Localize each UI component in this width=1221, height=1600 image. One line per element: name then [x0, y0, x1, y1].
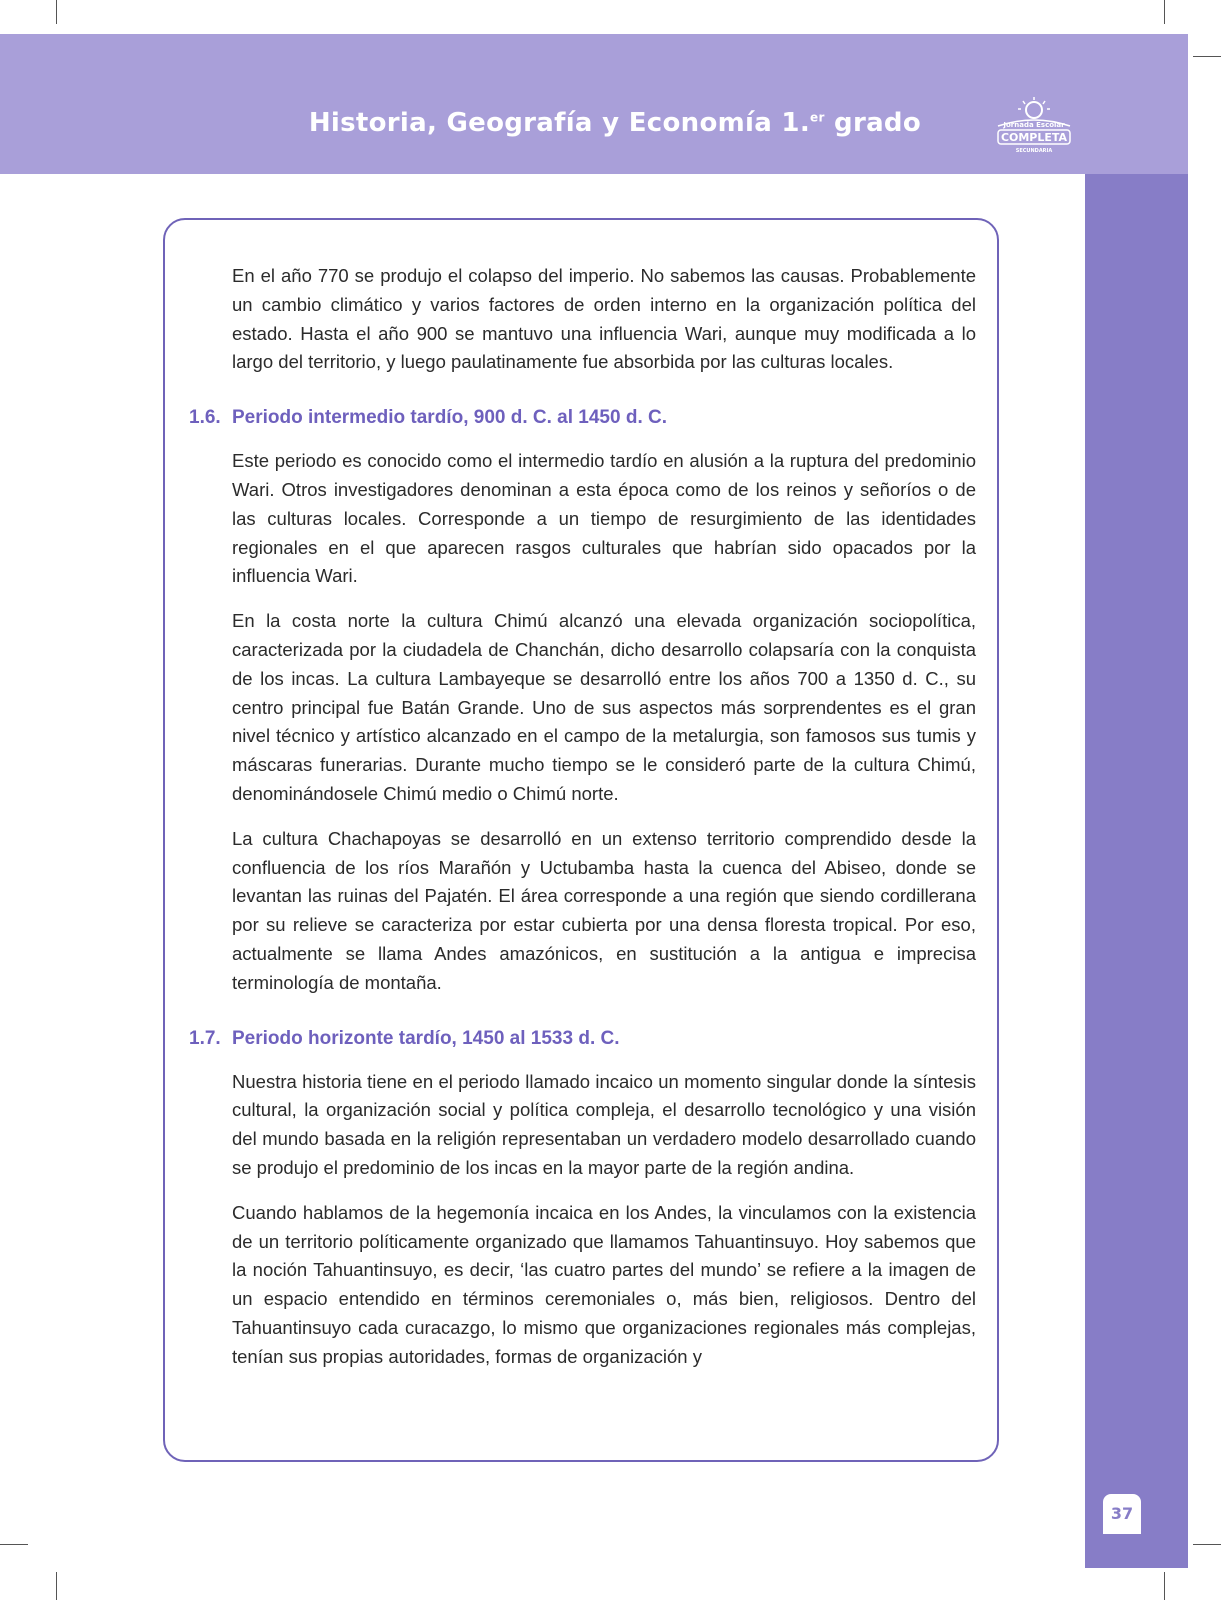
crop-mark — [56, 1572, 57, 1600]
svg-text:Jornada Escolar: Jornada Escolar — [1003, 121, 1065, 129]
header-title: Historia, Geografía y Economía 1.$^{er}$ grado — [308, 108, 921, 138]
paragraph: En el año 770 se produjo el colapso del imperio. No sabemos las causas. Probablemente un cambio climático y varios factores de orden interno en la organización política del estado. Hasta el año 900 se mantuvo una influencia Wari, aunque muy modificada a lo largo del territorio, y luego paulatinamente fue absorbida por las culturas locales. — [232, 265, 976, 373]
crop-mark — [0, 1544, 28, 1545]
paragraph: En la costa norte la cultura Chimú alcanzó una elevada organización sociopolítica, caracterizada por la ciudadela de Chanchán, dicho desarrollo colapsaría con la conquista de los incas. La cultura Lambayeque se desarrolló entre los años 700 a 1350 d. C., su centro principal fue Batán Grande. Uno de sus aspectos más sorprendentes es el gran nivel técnico y artístico alcanzado en el campo de la metalurgia, son famosos sus tumis y máscaras funerarias. Durante mucho tiempo se le consideró parte de la cultura Chimú, denominándosele Chimú medio o Chimú norte. — [232, 610, 976, 804]
crop-mark — [1164, 0, 1165, 24]
crop-mark — [1193, 1544, 1221, 1545]
paragraph: Cuando hablamos de la hegemonía incaica en los Andes, la vinculamos con la existencia de un territorio políticamente organizado que llamamos Tahuantinsuyo. Hoy sabemos que la noción Tahuantinsuyo, es decir, ‘las cuatro partes del mundo’ se refiere a la imagen de un espacio entendido en términos ceremoniales o, más bien, religiosos. Dentro del Tahuantinsuyo cada curacazgo, lo mismo que organizaciones regionales más complejas, tenían sus propias autoridades, formas de organización y — [232, 1201, 976, 1367]
section-heading-1-6: 1.6. Periodo intermedio tardío, 900 d. C. al 1450 d. C. — [189, 407, 668, 429]
paragraph: Nuestra historia tiene en el periodo llamado incaico un momento singular donde la síntesis cultural, la organización social y política compleja, el desarrollo tecnológico y una visión del mundo basada en la religión representaban un verdadero modelo desarrollado cuando se produjo el predominio de los incas en la mayor parte de la región andina. — [232, 1070, 976, 1178]
page-number: 37 — [1103, 1494, 1141, 1534]
crop-mark — [1164, 1572, 1165, 1600]
section-heading-1-7: 1.7. Periodo horizonte tardío, 1450 al 1533 d. C. — [189, 1027, 620, 1049]
svg-text:SECUNDARIA: SECUNDARIA — [1015, 148, 1053, 154]
paragraph: Este periodo es conocido como el intermedio tardío en alusión a la ruptura del predominio Wari. Otros investigadores denominan a esta época como de los reinos y señoríos o de las culturas locales. Corresponde a un tiempo de resurgimiento de las identidades regionales en el que aparecen rasgos culturales que habrían sido opacados por la influencia Wari. — [232, 450, 976, 587]
crop-mark — [56, 0, 57, 24]
jornada-escolar-logo-icon — [994, 96, 1074, 160]
svg-text:COMPLETA: COMPLETA — [1000, 131, 1068, 144]
crop-mark — [1193, 56, 1221, 57]
side-bar — [1085, 174, 1188, 1568]
paragraph: La cultura Chachapoyas se desarrolló en un extenso territorio comprendido desde la confluencia de los ríos Marañón y Uctubamba hasta la cuenca del Abiseo, donde se levantan las ruinas del Pajatén. El área corresponde a una región que siendo cordillerana por su relieve se caracteriza por estar cubierta por una densa floresta tropical. Por eso, actualmente se llama Andes amazónicos, en sustitución a la antigua e imprecisa terminología de montaña. — [232, 827, 976, 993]
main-text — [189, 262, 976, 1388]
